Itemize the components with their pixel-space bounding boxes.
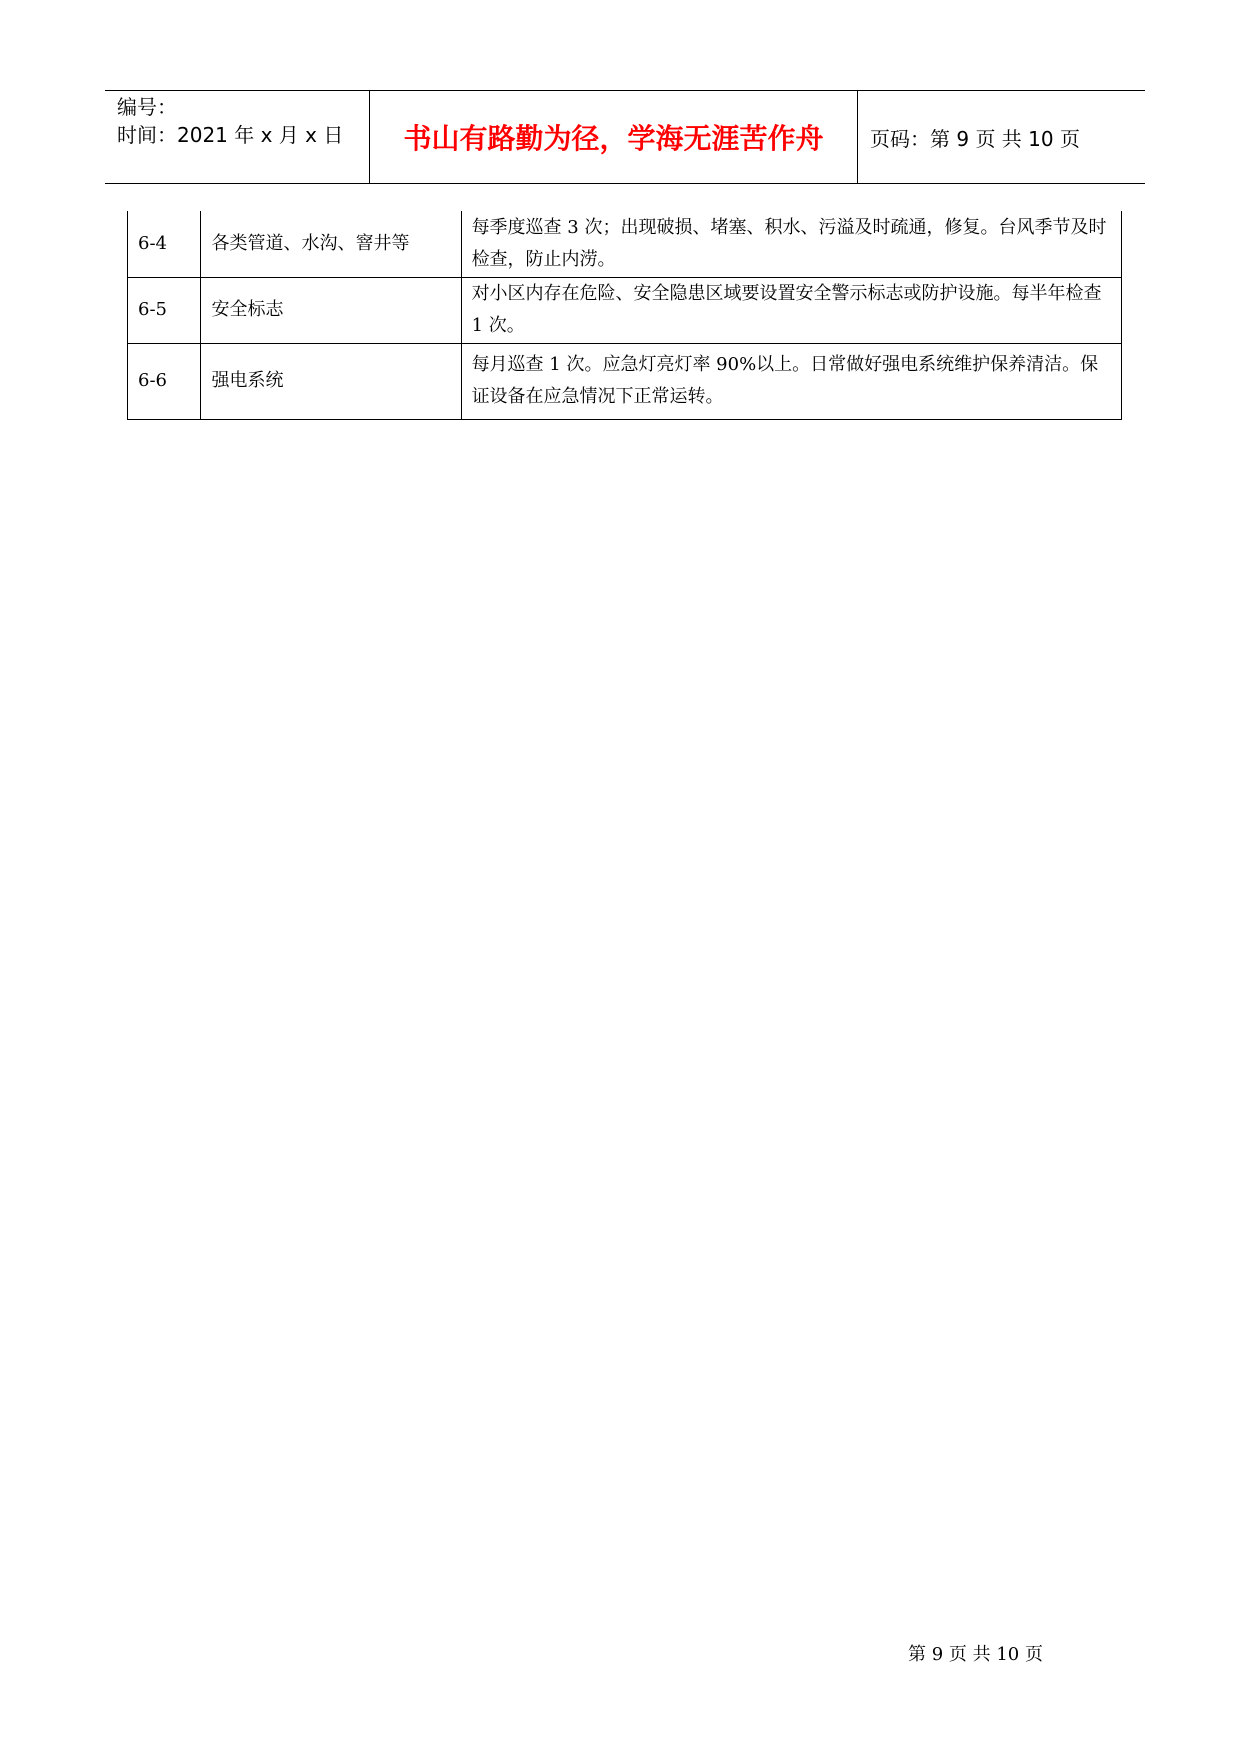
inspection-table (127, 211, 1122, 420)
row-item: 各类管道、水沟、窨井等 (201, 211, 461, 277)
row-description: 每季度巡查 3 次；出现破损、堵塞、积水、污溢及时疏通，修复。台风季节及时检查，防止内涝。 (461, 211, 1121, 277)
table-row (128, 211, 1122, 277)
row-number: 6-6 (128, 343, 201, 419)
row-description: 每月巡查 1 次。应急灯亮灯率 90%以上。日常做好强电系统维护保养清洁。保证设备在应急情况下正常运转。 (461, 343, 1121, 419)
page-footer: 第 9 页 共 10 页 (908, 1644, 1043, 1665)
row-number: 6-4 (128, 211, 201, 277)
row-description: 对小区内存在危险、安全隐患区域要设置安全警示标志或防护设施。每半年检查 1 次。 (461, 277, 1121, 343)
date-line: 时间：2021 年 x 月 x 日 (117, 123, 344, 147)
serial-number-label: 编号： (117, 95, 177, 119)
row-item: 安全标志 (201, 277, 461, 343)
header-page-code: 页码：第 9 页 共 10 页 (870, 126, 1080, 151)
page-header (105, 90, 1145, 184)
header-meta (105, 91, 370, 183)
row-item: 强电系统 (201, 343, 461, 419)
table-row (128, 343, 1122, 419)
table-row (128, 277, 1122, 343)
row-number: 6-5 (128, 277, 201, 343)
header-motto: 书山有路勤为径，学海无涯苦作舟 (370, 91, 858, 183)
